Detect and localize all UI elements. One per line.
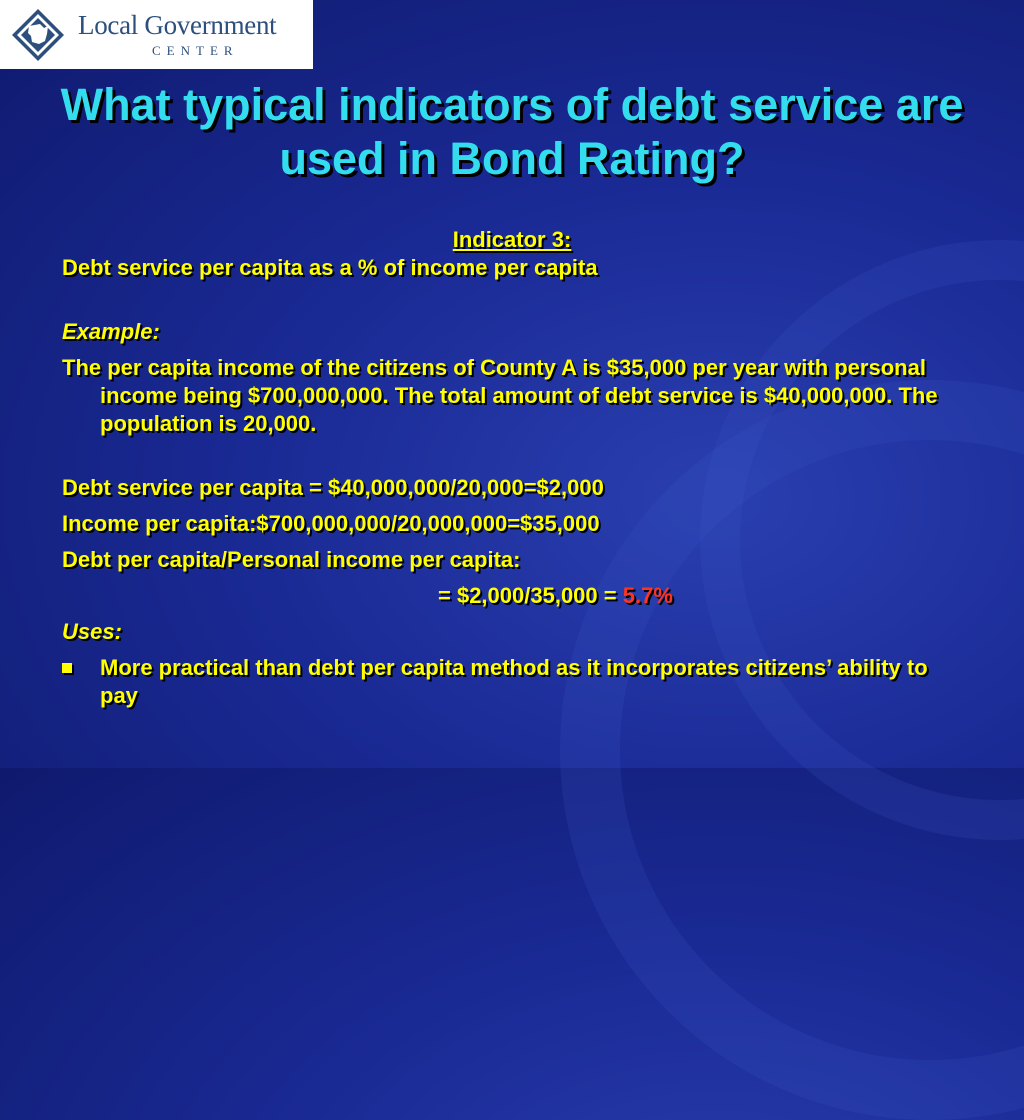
logo-title: Local Government <box>78 10 277 40</box>
logo-subtitle: CENTER <box>152 43 239 58</box>
calc-debt-service-per-capita: Debt service per capita = $40,000,000/20,000=$2,000 <box>62 475 604 500</box>
uses-bullet-text: More practical than debt per capita method as it incorporates citizens’ ability to pay <box>100 655 928 708</box>
uses-label: Uses: <box>62 619 122 644</box>
uses-bullet-item <box>62 654 962 710</box>
calc-ratio-label: Debt per capita/Personal income per capita: <box>62 547 521 572</box>
calc-result <box>62 582 962 610</box>
slide-title: What typical indicators of debt service are used in Bond Rating? <box>60 79 964 184</box>
square-bullet-icon <box>62 663 72 673</box>
indicator-heading: Indicator 3: <box>452 227 572 252</box>
wisconsin-emblem-icon <box>10 7 66 63</box>
indicator-description: Debt service per capita as a % of income per capita <box>62 255 598 280</box>
calc-income-per-capita: Income per capita:$700,000,000/20,000,000=$35,000 <box>62 511 600 536</box>
logo <box>0 0 313 69</box>
result-expression: = $2,000/35,000 = <box>438 583 623 608</box>
example-text: The per capita income of the citizens of County A is $35,000 per year with personal income being $700,000,000. The total amount of debt service is $40,000,000. The population is 20,000. <box>62 355 938 436</box>
result-value: 5.7% <box>622 583 673 608</box>
slide-body <box>62 226 962 710</box>
example-label: Example: <box>62 319 160 344</box>
